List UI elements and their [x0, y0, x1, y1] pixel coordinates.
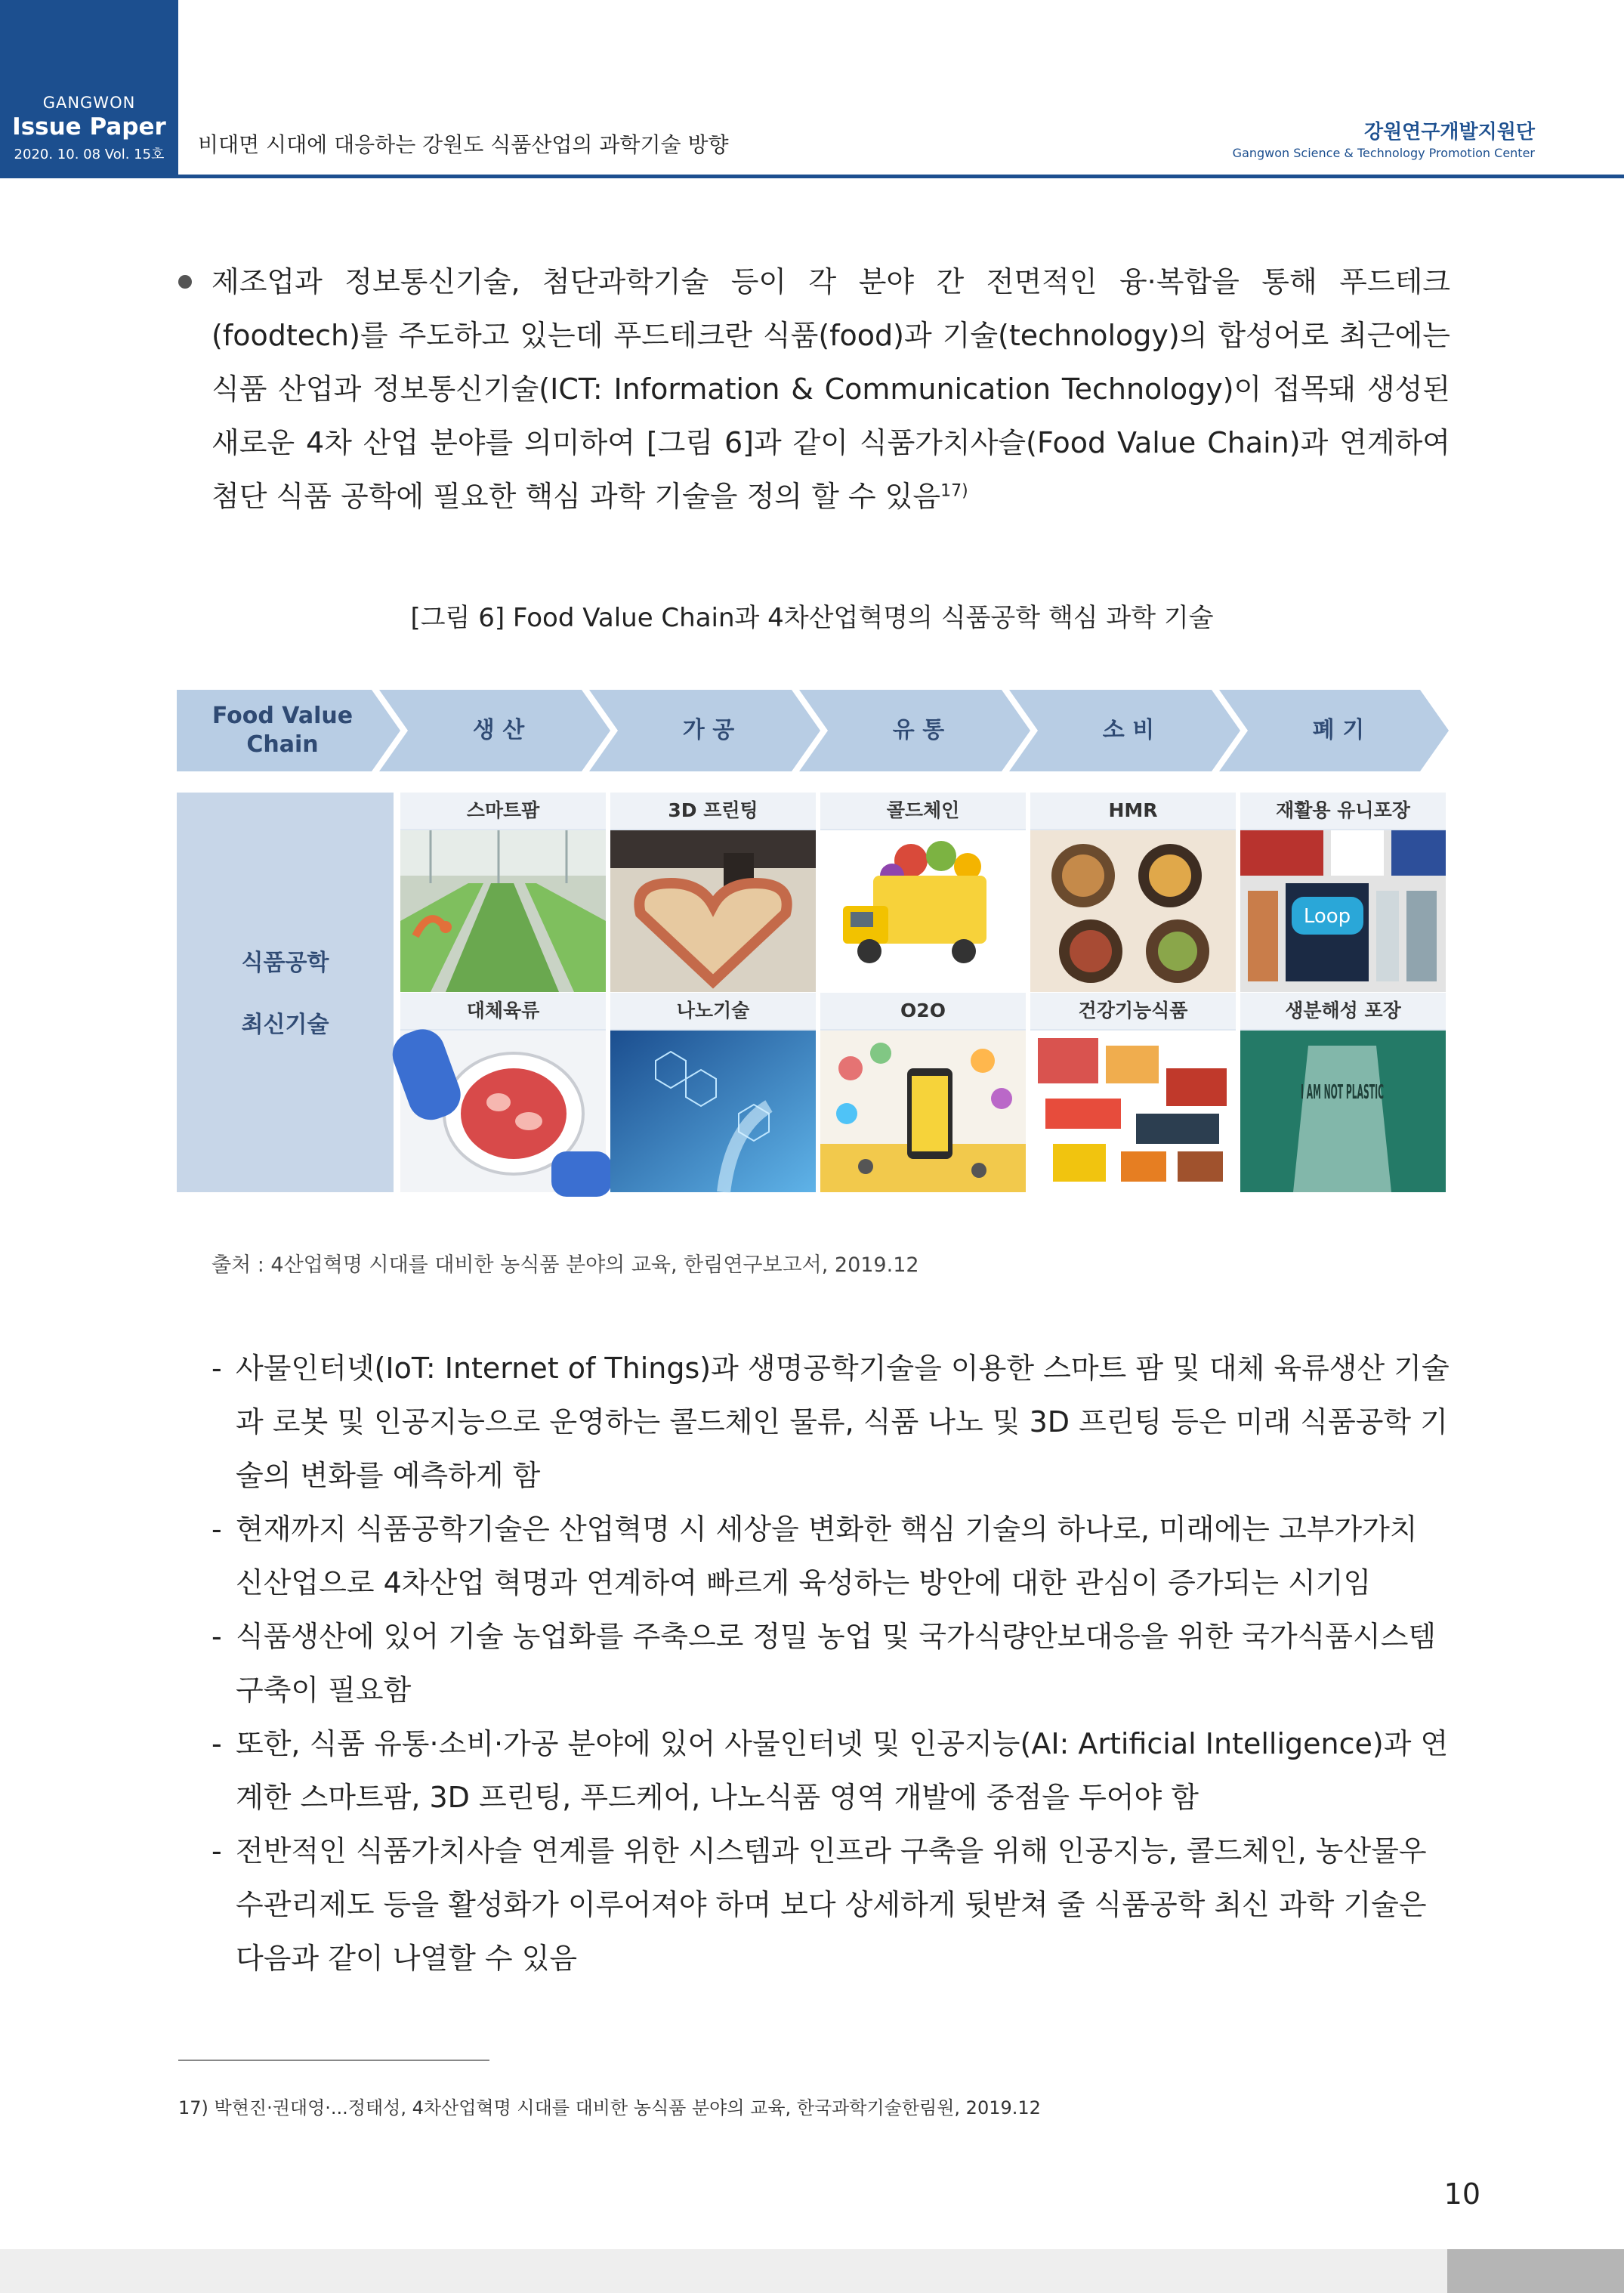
cell-recycle-pack: [1240, 793, 1446, 992]
cell-3d-printing: [610, 793, 816, 992]
cold-chain-truck-image: [820, 830, 1026, 992]
cell-nano-tech: [610, 993, 816, 1192]
cell-title: 스마트팜: [400, 793, 606, 829]
cell-alt-meat: [400, 993, 606, 1192]
biodegradable-bag-image: [1240, 1031, 1446, 1192]
recycle-pack-image: [1240, 830, 1446, 992]
list-item-text: 또한, 식품 유통·소비·가공 분야에 있어 사물인터넷 및 인공지능(AI: Artificial Intelligence)과 연계한 스마트팜, 3D 프린팅, 푸드케어, 나노식품 영역 개발에 중점을 두어야 함: [236, 1727, 1449, 1814]
cell-title: 3D 프린팅: [610, 793, 816, 829]
intro-paragraph: [211, 255, 1450, 524]
stage-disposal: 폐 기: [1312, 717, 1365, 743]
chain-label: Food Value Chain: [211, 703, 354, 758]
org-name-english: Gangwon Science & Technology Promotion Center: [1232, 146, 1535, 160]
footnote-17: 17) 박현진·권대영·...정태성, 4차산업혁명 시대를 대비한 농식품 분야의 교육, 한국과학기술한림원, 2019.12: [178, 2097, 1041, 2118]
loop-logo-text: Loop: [1303, 905, 1351, 928]
stage-distribution: 유 통: [892, 717, 945, 743]
stage-consumption: 소 비: [1102, 717, 1155, 743]
stage-processing: 가 공: [682, 717, 735, 743]
row-label-latest-tech: 최신기술: [241, 1012, 329, 1038]
health-food-image: [1030, 1031, 1236, 1192]
cell-cold-chain: [820, 793, 1026, 992]
cell-title: 콜드체인: [820, 793, 1026, 829]
figure-caption: [그림 6] Food Value Chain과 4차산업혁명의 식품공학 핵심 과학 기술: [410, 603, 1214, 633]
smart-farm-image: [400, 830, 606, 992]
cell-hmr: [1030, 793, 1236, 992]
footer-bar-accent: [1447, 2249, 1624, 2293]
footnote-reference[interactable]: 17): [940, 481, 968, 501]
list-item: [211, 1610, 1450, 1717]
cell-title: HMR: [1030, 793, 1236, 829]
dash-marker: -: [211, 1513, 222, 1546]
cell-title: 재활용 유니포장: [1240, 793, 1446, 829]
brand-issue-paper: Issue Paper: [12, 113, 166, 141]
alt-meat-image: [400, 1031, 606, 1192]
page-number: 10: [1443, 2177, 1480, 2211]
header-divider: [178, 175, 1624, 178]
dash-marker: -: [211, 1352, 222, 1385]
dash-marker: -: [211, 1727, 222, 1760]
figure-source: 출처 : 4산업혁명 시대를 대비한 농식품 분야의 교육, 한림연구보고서, 2019.12: [211, 1253, 919, 1277]
footer-bar: [0, 2249, 1447, 2293]
list-item-text: 전반적인 식품가치사슬 연계를 위한 시스템과 인프라 구축을 위해 인공지능, 콜드체인, 농산물우수관리제도 등을 활성화가 이루어져야 하며 보다 상세하게 뒷받쳐 줄 식품공학 최신 과학 기술은 다음과 같이 나열할 수 있음: [236, 1834, 1427, 1975]
brand-gangwon: GANGWON: [42, 94, 136, 112]
cell-title: O2O: [820, 993, 1026, 1029]
row-label-panel: [177, 793, 394, 1192]
list-item-text: 사물인터넷(IoT: Internet of Things)과 생명공학기술을 이용한 스마트 팜 및 대체 육류생산 기술과 로봇 및 인공지능으로 운영하는 콜드체인 물류, 식품 나노 및 3D 프린팅 등은 미래 식품공학 기술의 변화를 예측하게 함: [236, 1352, 1450, 1492]
nano-tech-image: [610, 1031, 816, 1192]
cell-biodegradable: [1240, 993, 1446, 1192]
bag-text: I AM NOT PLASTIC: [1301, 1081, 1384, 1104]
o2o-image: [820, 1031, 1026, 1192]
food-value-chain-figure: [177, 690, 1449, 1192]
3d-printing-image: [610, 830, 816, 992]
header-title: 비대면 시대에 대응하는 강원도 식품산업의 과학기술 방향: [198, 132, 729, 157]
footnote-divider: [178, 2060, 489, 2061]
cell-title: 나노기술: [610, 993, 816, 1029]
stage-production: 생 산: [472, 717, 525, 743]
list-item-text: 식품생산에 있어 기술 농업화를 주축으로 정밀 농업 및 국가식량안보대응을 위한 국가식품시스템 구축이 필요함: [236, 1620, 1437, 1707]
brand-logo-box: [0, 0, 178, 178]
list-item: [211, 1503, 1450, 1610]
list-item: [211, 1342, 1450, 1503]
org-name-korean: 강원연구개발지원단: [1363, 121, 1535, 144]
dash-list: [211, 1342, 1450, 1986]
cell-health-food: [1030, 993, 1236, 1192]
cell-title: 생분해성 포장: [1240, 993, 1446, 1029]
intro-paragraph-text: 제조업과 정보통신기술, 첨단과학기술 등이 각 분야 간 전면적인 융·복합을 통해 푸드테크(foodtech)를 주도하고 있는데 푸드테크란 식품(food)과 기술(technology)의 합성어로 최근에는 식품 산업과 정보통신기술(ICT: Information & Communication Technology)이 접목돼 생성된 새로운 4차 산업 분야를 의미하여 [그림 6]과 같이 식품가치사슬(Food Value Chain)과 연계하여 첨단 식품 공학에 필요한 핵심 과학 기술을 정의 할 수 있음: [211, 265, 1450, 513]
hmr-meal-image: [1030, 830, 1236, 992]
bullet-icon: [178, 275, 192, 289]
dash-marker: -: [211, 1834, 222, 1868]
brand-issue-date: 2020. 10. 08 Vol. 15호: [14, 147, 165, 162]
cell-title: 건강기능식품: [1030, 993, 1236, 1029]
cell-o2o: [820, 993, 1026, 1192]
cell-title: 대체육류: [400, 993, 606, 1029]
cell-smart-farm: [400, 793, 606, 992]
value-chain-row: [177, 690, 1449, 771]
list-item: [211, 1717, 1450, 1825]
list-item-text: 현재까지 식품공학기술은 산업혁명 시 세상을 변화한 핵심 기술의 하나로, 미래에는 고부가가치 신산업으로 4차산업 혁명과 연계하여 빠르게 육성하는 방안에 대한 관심이 증가되는 시기임: [236, 1513, 1418, 1599]
list-item: [211, 1825, 1450, 1986]
dash-marker: -: [211, 1620, 222, 1653]
row-label-food-engineering: 식품공학: [241, 950, 329, 976]
